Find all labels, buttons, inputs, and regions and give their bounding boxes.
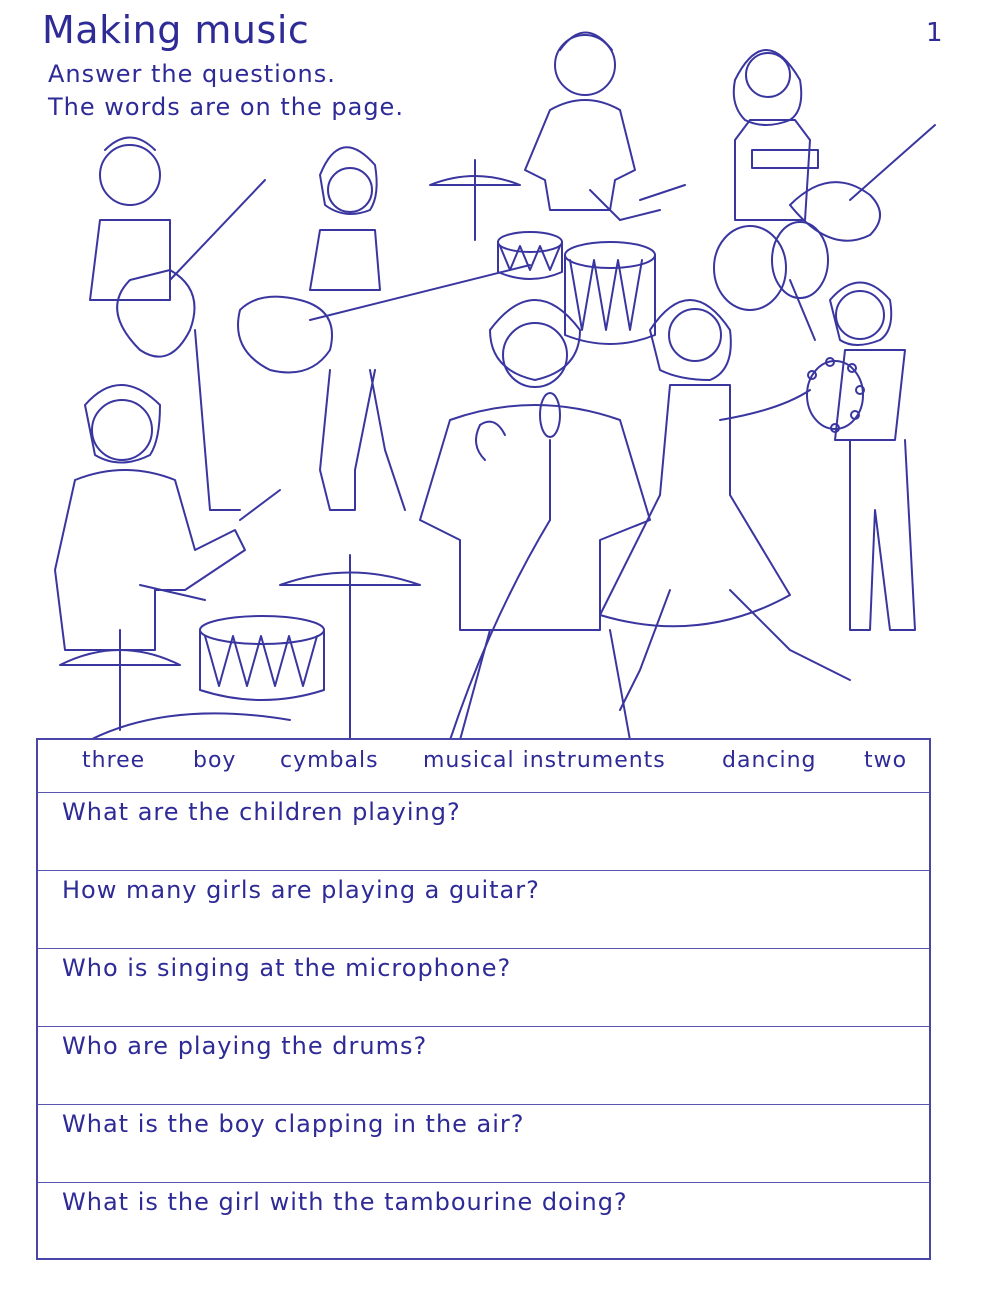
singer-boy-figure xyxy=(420,300,650,740)
question-row[interactable] xyxy=(38,1104,929,1183)
question-text: What is the girl with the tambourine doing? xyxy=(62,1188,628,1216)
drummer-boy-bottom-figure xyxy=(55,385,280,650)
word-bank xyxy=(38,740,929,793)
drum-set-bottom xyxy=(60,555,420,740)
question-row[interactable] xyxy=(38,1182,929,1260)
question-box xyxy=(36,738,931,1260)
instruction-line-2: The words are on the page. xyxy=(48,93,404,121)
clapping-boy-figure xyxy=(790,280,915,630)
word-bank-item: cymbals xyxy=(280,748,379,773)
question-row[interactable] xyxy=(38,1026,929,1105)
question-row[interactable] xyxy=(38,870,929,949)
question-text: How many girls are playing a guitar? xyxy=(62,876,540,904)
dancing-girl-figure xyxy=(600,300,850,710)
word-bank-item: dancing xyxy=(722,748,817,773)
question-row[interactable] xyxy=(38,948,929,1027)
page-number: 1 xyxy=(926,18,943,48)
question-text: What is the boy clapping in the air? xyxy=(62,1110,525,1138)
question-text: Who is singing at the microphone? xyxy=(62,954,512,982)
instruction-line-1: Answer the questions. xyxy=(48,60,336,88)
question-row[interactable] xyxy=(38,792,929,871)
word-bank-item: boy xyxy=(193,748,237,773)
word-bank-item: musical instruments xyxy=(423,748,666,773)
guitar-girl-center-figure xyxy=(238,147,530,510)
word-bank-item: three xyxy=(82,748,146,773)
page-title: Making music xyxy=(42,8,310,52)
word-bank-item: two xyxy=(864,748,908,773)
question-text: What are the children playing? xyxy=(62,798,461,826)
tambourine xyxy=(807,358,864,432)
guitar-girl-right-figure xyxy=(734,50,935,241)
drum-set-top xyxy=(498,232,655,344)
hand-drum xyxy=(714,222,828,310)
cymbal-top xyxy=(430,160,520,240)
question-text: Who are playing the drums? xyxy=(62,1032,428,1060)
drummer-top-figure xyxy=(525,33,685,221)
